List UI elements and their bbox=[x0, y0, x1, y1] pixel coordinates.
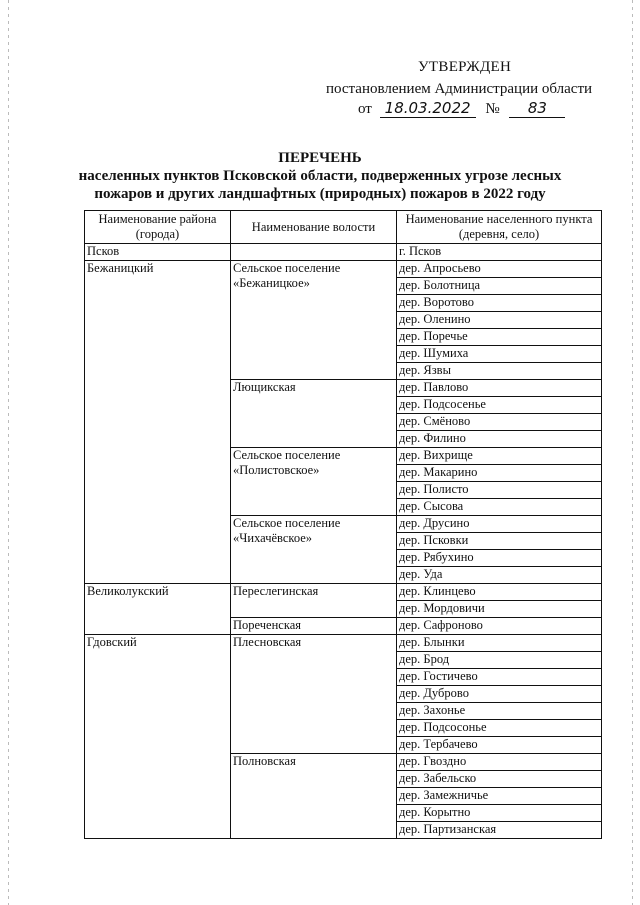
settlements-table bbox=[84, 210, 602, 839]
date-label: от bbox=[358, 101, 372, 117]
district-cell: Бежаницкий bbox=[85, 261, 231, 584]
settlement-cell: дер. Дуброво bbox=[397, 686, 602, 703]
parish-cell: Сельское поселение «Бежаницкое» bbox=[231, 261, 397, 380]
settlement-cell: дер. Тербачево bbox=[397, 737, 602, 754]
parish-cell: Пореченская bbox=[231, 618, 397, 635]
document-subtitle-line-1: населенных пунктов Псковской области, подверженных угрозе лесных bbox=[78, 168, 562, 184]
settlement-cell: дер. Сафроново bbox=[397, 618, 602, 635]
settlement-cell: дер. Полисто bbox=[397, 482, 602, 499]
settlement-cell: дер. Шумиха bbox=[397, 346, 602, 363]
settlement-cell: дер. Болотница bbox=[397, 278, 602, 295]
settlement-cell: дер. Оленино bbox=[397, 312, 602, 329]
settlement-cell: дер. Вихрище bbox=[397, 448, 602, 465]
table-row bbox=[85, 584, 602, 601]
handwritten-number: 83 bbox=[509, 100, 565, 118]
settlement-cell: дер. Воротово bbox=[397, 295, 602, 312]
settlement-cell: дер. Подсосенье bbox=[397, 397, 602, 414]
settlement-cell: дер. Блынки bbox=[397, 635, 602, 652]
settlement-cell: дер. Рябухино bbox=[397, 550, 602, 567]
settlement-cell: дер. Павлово bbox=[397, 380, 602, 397]
settlement-cell: дер. Уда bbox=[397, 567, 602, 584]
settlement-cell: дер. Брод bbox=[397, 652, 602, 669]
approval-title: УТВЕРЖДЕН bbox=[418, 59, 512, 75]
column-header-settlement: Наименование населенного пункта (деревня, село) bbox=[397, 211, 602, 244]
settlement-cell: дер. Апросьево bbox=[397, 261, 602, 278]
column-header-parish: Наименование волости bbox=[231, 211, 397, 244]
district-cell: Псков bbox=[85, 244, 231, 261]
parish-cell: Плесновская bbox=[231, 635, 397, 754]
scan-left-edge bbox=[8, 0, 9, 905]
settlement-cell: г. Псков bbox=[397, 244, 602, 261]
settlement-cell: дер. Корытно bbox=[397, 805, 602, 822]
district-cell: Гдовский bbox=[85, 635, 231, 839]
settlement-cell: дер. Макарино bbox=[397, 465, 602, 482]
settlement-cell: дер. Гостичево bbox=[397, 669, 602, 686]
parish-cell bbox=[231, 244, 397, 261]
number-label: № bbox=[485, 101, 500, 117]
settlement-cell: дер. Партизанская bbox=[397, 822, 602, 839]
document-title: ПЕРЕЧЕНЬ bbox=[278, 150, 362, 166]
document-subtitle-line-2: пожаров и других ландшафтных (природных) пожаров в 2022 году bbox=[94, 186, 546, 202]
settlement-cell: дер. Сысова bbox=[397, 499, 602, 516]
table-body bbox=[85, 244, 602, 839]
parish-cell: Сельское поселение «Чихачёвское» bbox=[231, 516, 397, 584]
settlement-cell: дер. Смёново bbox=[397, 414, 602, 431]
settlement-cell: дер. Язвы bbox=[397, 363, 602, 380]
parish-cell: Переслегинская bbox=[231, 584, 397, 618]
table-row bbox=[85, 635, 602, 652]
settlement-cell: дер. Друсино bbox=[397, 516, 602, 533]
settlement-cell: дер. Захонье bbox=[397, 703, 602, 720]
settlement-cell: дер. Поречье bbox=[397, 329, 602, 346]
settlement-cell: дер. Филино bbox=[397, 431, 602, 448]
settlement-cell: дер. Псковки bbox=[397, 533, 602, 550]
table-header-row bbox=[85, 211, 602, 244]
handwritten-date: 18.03.2022 bbox=[380, 100, 476, 118]
approval-authority: постановлением Администрации области bbox=[326, 81, 593, 97]
district-cell: Великолукский bbox=[85, 584, 231, 635]
settlement-cell: дер. Мордовичи bbox=[397, 601, 602, 618]
settlement-cell: дер. Подсосонье bbox=[397, 720, 602, 737]
column-header-district: Наименование района (города) bbox=[85, 211, 231, 244]
parish-cell: Лющикская bbox=[231, 380, 397, 448]
settlement-cell: дер. Гвоздно bbox=[397, 754, 602, 771]
parish-cell: Полновская bbox=[231, 754, 397, 839]
settlement-cell: дер. Замежничье bbox=[397, 788, 602, 805]
table-row bbox=[85, 261, 602, 278]
table-row bbox=[85, 244, 602, 261]
settlement-cell: дер. Забельско bbox=[397, 771, 602, 788]
scan-right-edge bbox=[632, 0, 633, 905]
settlement-cell: дер. Клинцево bbox=[397, 584, 602, 601]
parish-cell: Сельское поселение «Полистовское» bbox=[231, 448, 397, 516]
approval-date-line bbox=[358, 100, 565, 118]
